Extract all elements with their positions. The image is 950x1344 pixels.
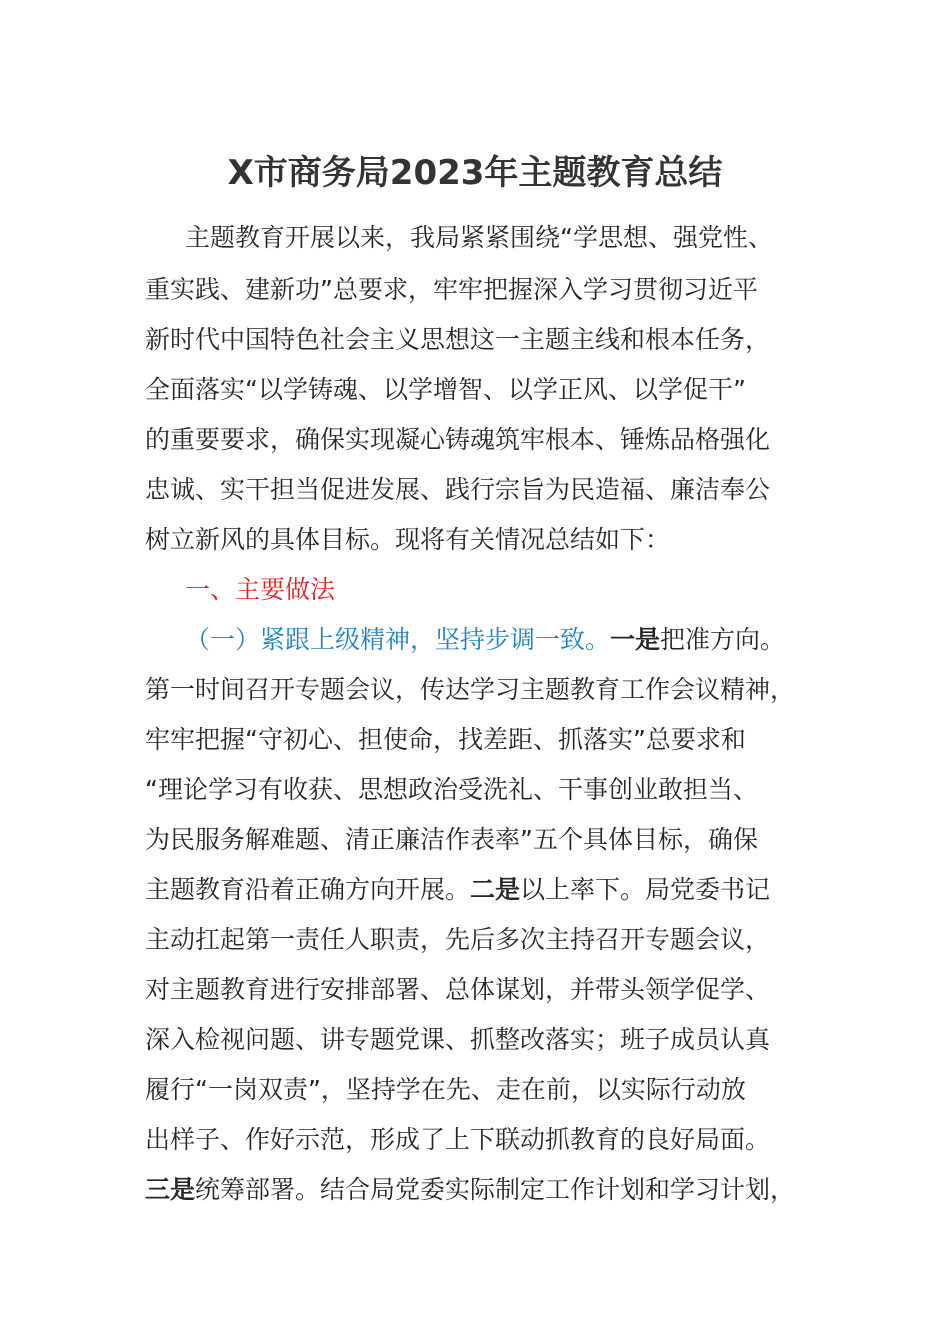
paragraph-line: 主动扛起第一责任人职责，先后多次主持召开专题会议， bbox=[145, 925, 771, 954]
paragraph-line: 深入检视问题、讲专题党课、抓整改落实；班子成员认真 bbox=[145, 1025, 771, 1054]
paragraph-line: 忠诚、实干担当促进发展、践行宗旨为民造福、廉洁奉公 bbox=[145, 475, 771, 504]
subsection-heading: （一）紧跟上级精神，坚持步调一致。 bbox=[185, 625, 611, 654]
subsection-first-line bbox=[185, 622, 785, 658]
line-text: 统筹部署。结合局党委实际制定工作计划和学习计划， bbox=[195, 1175, 796, 1204]
line-text: 以上率下。局党委书记 bbox=[520, 875, 771, 904]
paragraph-line: 为民服务解难题、清正廉洁作表率”五个具体目标，确保 bbox=[145, 825, 758, 854]
paragraph-line: 对主题教育进行安排部署、总体谋划，并带头领学促学、 bbox=[145, 975, 771, 1004]
paragraph-line: 全面落实“以学铸魂、以学增智、以学正风、以学促干” bbox=[145, 375, 746, 404]
paragraph-line: 主题教育开展以来，我局紧紧围绕“学思想、强党性、 bbox=[185, 223, 773, 252]
paragraph-line: 树立新风的具体目标。现将有关情况总结如下： bbox=[145, 525, 671, 554]
paragraph-line: 履行“一岗双责”，坚持学在先、走在前，以实际行动放 bbox=[145, 1075, 746, 1104]
paragraph-line: “理论学习有收获、思想政治受洗礼、干事创业敢担当、 bbox=[145, 775, 758, 804]
point-label: 二是 bbox=[470, 875, 521, 904]
paragraph-line: 新时代中国特色社会主义思想这一主题主线和根本任务， bbox=[145, 325, 771, 354]
paragraph-line bbox=[145, 872, 770, 908]
section-heading: 一、主要做法 bbox=[185, 575, 336, 604]
paragraph-line: 出样子、作好示范，形成了上下联动抓教育的良好局面。 bbox=[145, 1125, 771, 1154]
document-title: X市商务局2023年主题教育总结 bbox=[227, 153, 723, 193]
point-text: 把准方向。 bbox=[660, 625, 786, 654]
paragraph-line: 第一时间召开专题会议，传达学习主题教育工作会议精神， bbox=[145, 675, 796, 704]
point-label: 三是 bbox=[145, 1175, 196, 1204]
point-label: 一是 bbox=[610, 625, 661, 654]
paragraph-line: 的重要要求，确保实现凝心铸魂筑牢根本、锤炼品格强化 bbox=[145, 425, 771, 454]
paragraph-line: 牢牢把握“守初心、担使命，找差距、抓落实”总要求和 bbox=[145, 725, 746, 754]
line-text: 主题教育沿着正确方向开展。 bbox=[145, 875, 471, 904]
paragraph-line: 重实践、建新功”总要求，牢牢把握深入学习贯彻习近平 bbox=[145, 275, 758, 304]
paragraph-line bbox=[145, 1172, 795, 1208]
